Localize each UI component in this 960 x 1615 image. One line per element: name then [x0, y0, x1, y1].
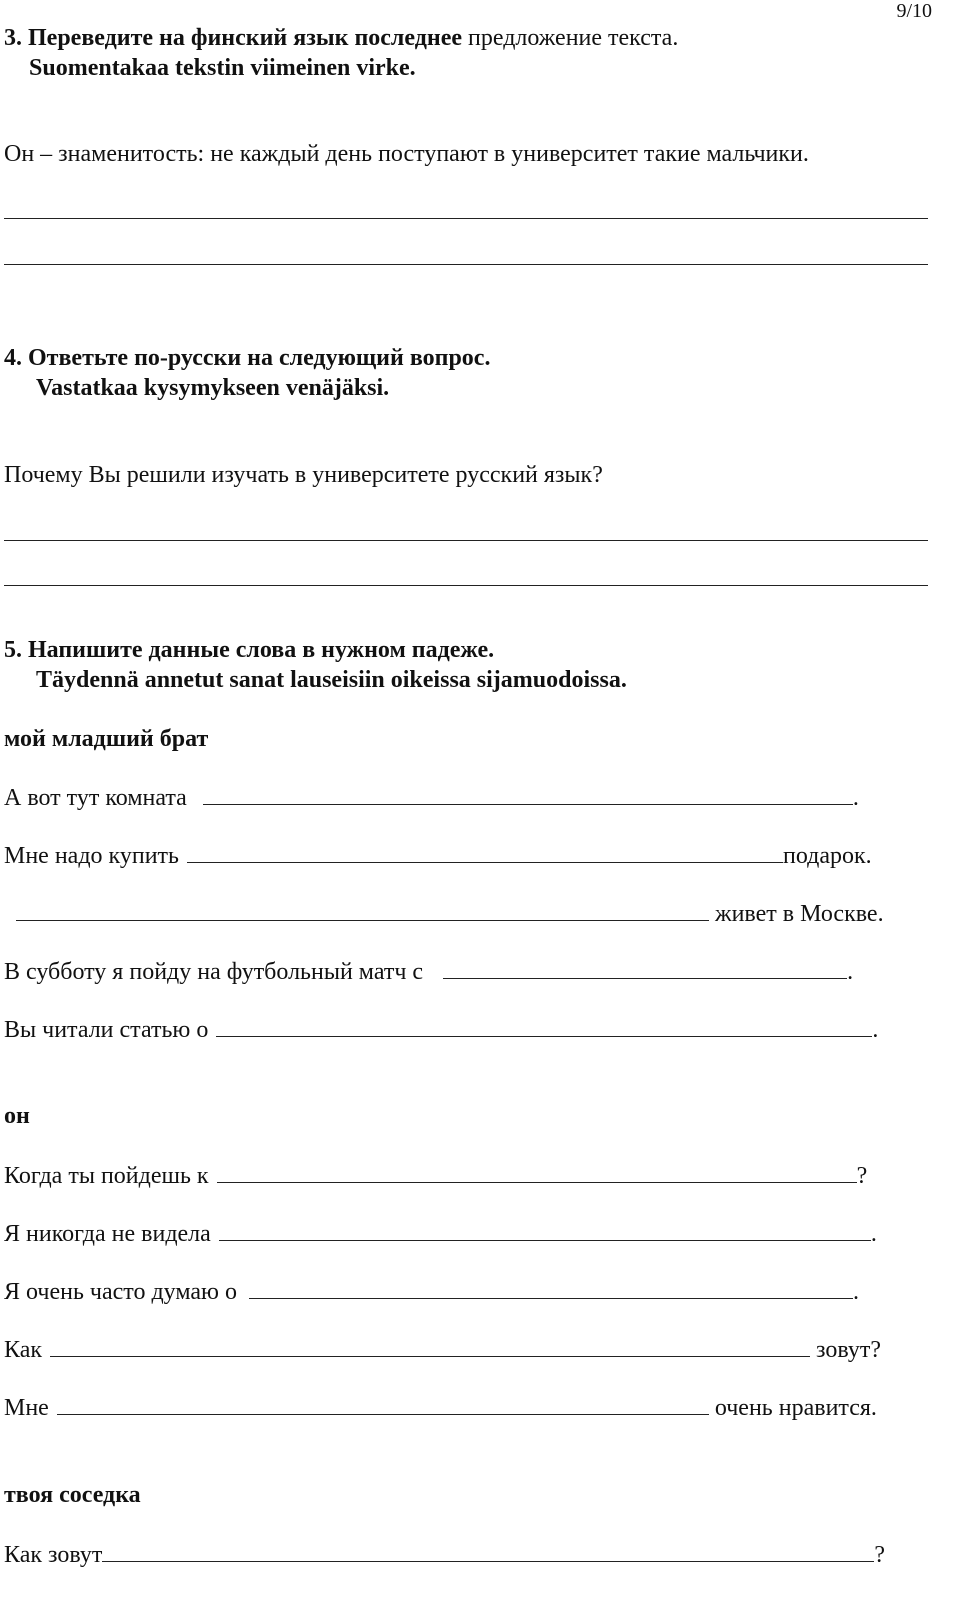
task4-number: 4. — [4, 345, 22, 371]
sentence-after: . — [852, 1279, 859, 1305]
exercise-sentence — [4, 898, 884, 928]
task3-heading-rest: предложение текста. — [462, 25, 679, 51]
group-word: он — [4, 1103, 30, 1129]
sentence-before: Как — [4, 1337, 43, 1363]
task5-heading — [4, 636, 494, 664]
answer-blank[interactable] — [16, 898, 709, 921]
sentence-before: Как зовут — [4, 1542, 103, 1568]
sentence-after: . — [847, 959, 854, 985]
task4-heading-fi: Vastatkaa kysymykseen venäjäksi. — [36, 375, 390, 401]
answer-line[interactable] — [4, 264, 928, 265]
sentence-before: Я никогда не видела — [4, 1221, 211, 1247]
exercise-sentence — [4, 1014, 878, 1044]
answer-blank[interactable] — [203, 782, 853, 805]
sentence-after: ? — [856, 1163, 868, 1189]
exercise-sentence — [4, 1218, 877, 1248]
sentence-before: В субботу я пойду на футбольный матч с — [4, 959, 424, 985]
sentence-after: подарок. — [782, 843, 872, 869]
sentence-before: Когда ты пойдешь к — [4, 1163, 209, 1189]
sentence-after: очень нравится. — [714, 1395, 877, 1421]
answer-line[interactable] — [4, 218, 928, 219]
answer-line[interactable] — [4, 540, 928, 541]
sentence-before: Я очень часто думаю о — [4, 1279, 237, 1305]
answer-blank[interactable] — [443, 956, 847, 979]
answer-blank[interactable] — [102, 1539, 874, 1562]
exercise-sentence — [4, 1160, 867, 1190]
sentence-after: . — [852, 785, 859, 811]
answer-line[interactable] — [4, 585, 928, 586]
answer-blank[interactable] — [50, 1334, 810, 1357]
sentence-before: Мне надо купить — [4, 843, 179, 869]
exercise-sentence — [4, 1392, 877, 1422]
answer-blank[interactable] — [249, 1276, 853, 1299]
sentence-after: ? — [874, 1542, 885, 1568]
answer-blank[interactable] — [216, 1014, 872, 1037]
task4-question: Почему Вы решили изучать в университете русский язык? — [4, 462, 603, 488]
task3-heading-fi: Suomentakaa tekstin viimeinen virke. — [29, 55, 416, 81]
sentence-after: . — [872, 1017, 879, 1043]
answer-blank[interactable] — [57, 1392, 709, 1415]
sentence-before: Вы читали статью о — [4, 1017, 209, 1043]
task3-sentence: Он – знаменитость: не каждый день поступают в университет такие мальчики. — [4, 141, 809, 167]
sentence-before: Мне — [4, 1395, 49, 1421]
answer-blank[interactable] — [187, 840, 783, 863]
group-word: мой младший брат — [4, 726, 209, 752]
sentence-after: зовут? — [816, 1337, 882, 1363]
task5-heading-fi: Täydennä annetut sanat lauseisiin oikeissa sijamuodoissa. — [36, 667, 627, 693]
answer-blank[interactable] — [217, 1160, 857, 1183]
sentence-after: живет в Москве. — [715, 901, 884, 927]
task5-number: 5. — [4, 637, 22, 663]
group-word: твоя соседка — [4, 1482, 141, 1508]
sentence-before: А вот тут комната — [4, 785, 187, 811]
task5-heading-text: Напишите данные слова в нужном падеже. — [28, 637, 495, 663]
task4-heading — [4, 344, 490, 372]
task3-heading — [4, 24, 678, 52]
page-number: 9/10 — [896, 0, 932, 22]
exercise-sentence — [4, 1539, 885, 1569]
exercise-sentence — [4, 840, 872, 870]
exercise-sentence — [4, 782, 859, 812]
task3-heading-bold: Переведите на финский язык последнее — [28, 25, 463, 51]
task4-heading-text: Ответьте по-русски на следующий вопрос. — [28, 345, 491, 371]
sentence-after: . — [870, 1221, 877, 1247]
exercise-sentence — [4, 1334, 881, 1364]
exercise-sentence — [4, 956, 853, 986]
answer-blank[interactable] — [219, 1218, 871, 1241]
exercise-sentence — [4, 1276, 859, 1306]
task3-number: 3. — [4, 25, 22, 51]
